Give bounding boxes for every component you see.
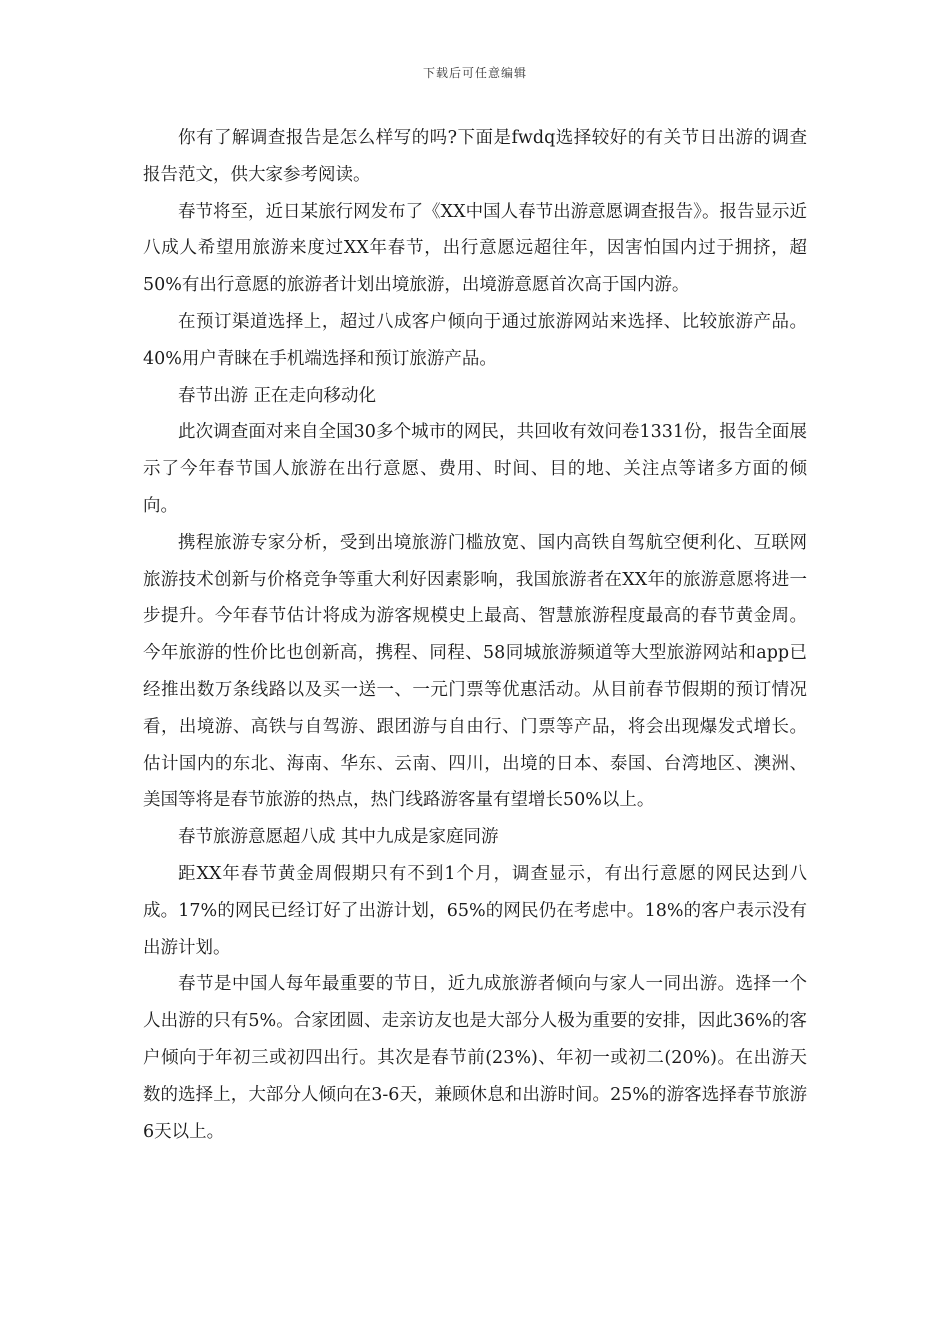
paragraph-expert-analysis: 携程旅游专家分析，受到出境旅游门槛放宽、国内高铁自驾航空便利化、互联网旅游技术创新与价格竞争等重大利好因素影响，我国旅游者在XX年的旅游意愿将进一步提升。今年春节估计将成为游客规模史上最高、智慧旅游程度最高的春节黄金周。今年旅游的性价比也创新高，携程、同程、58同城旅游频道等大型旅游网站和app已经推出数万条线路以及买一送一、一元门票等优惠活动。从目前春节假期的预订情况看，出境游、高铁与自驾游、跟团游与自由行、门票等产品，将会出现爆发式增长。估计国内的东北、海南、华东、云南、四川，出境的日本、泰国、台湾地区、澳洲、美国等将是春节旅游的热点，热门线路游客量有望增长50%以上。 — [143, 532, 807, 811]
paragraph-travel-intent: 距XX年春节黄金周假期只有不到1个月，调查显示，有出行意愿的网民达到八成。17%的网民已经订好了出游计划，65%的网民仍在考虑中。18%的客户表示没有出游计划。 — [143, 863, 807, 958]
paragraph-survey-scope: 此次调查面对来自全国30多个城市的网民，共回收有效问卷1331份，报告全面展示了今年春节国人旅游在出行意愿、费用、时间、目的地、关注点等诸多方面的倾向。 — [143, 422, 807, 516]
paragraph-intro: 你有了解调查报告是怎么样写的吗?下面是fwdq选择较好的有关节日出游的调查报告范文，供大家参考阅读。 — [143, 128, 807, 185]
paragraph-booking-channel: 在预订渠道选择上，超过八成客户倾向于通过旅游网站来选择、比较旅游产品。40%用户青睐在手机端选择和预订旅游产品。 — [143, 311, 807, 369]
subheading-family-travel: 春节旅游意愿超八成 其中九成是家庭同游 — [178, 827, 499, 848]
paragraph-family-reunion: 春节是中国人每年最重要的节日，近九成旅游者倾向与家人一同出游。选择一个人出游的只有5%。合家团圆、走亲访友也是大部分人极为重要的安排，因此36%的客户倾向于年初三或初四出行。其次是春节前(23%)、年初一或初二(20%)。在出游天数的选择上，大部分人倾向在3-6天，兼顾休息和出游时间。25%的游客选择春节旅游6天以上。 — [143, 974, 807, 1142]
subheading-mobile-trend: 春节出游 正在走向移动化 — [178, 385, 377, 406]
paragraph-report-release: 春节将至，近日某旅行网发布了《XX中国人春节出游意愿调查报告》。报告显示近八成人希望用旅游来度过XX年春节，出行意愿远超往年，因害怕国内过于拥挤，超50%有出行意愿的旅游者计划出境旅游，出境游意愿首次高于国内游。 — [143, 201, 807, 296]
page-header-note: 下载后可任意编辑 — [422, 66, 527, 80]
document-body — [143, 120, 807, 1150]
